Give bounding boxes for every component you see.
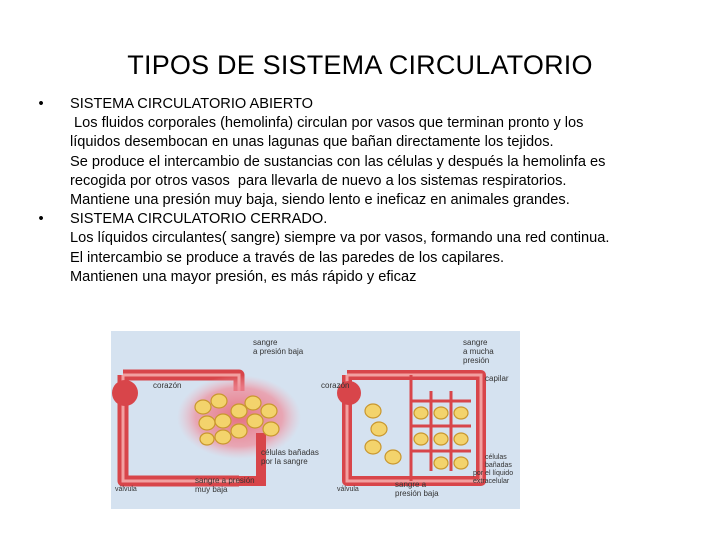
bullet-text-line: El intercambio se produce a través de las paredes de los capilares.	[70, 249, 504, 266]
bullet-text-line: Se produce el intercambio de sustancias con las células y después la hemolinfa es	[70, 153, 606, 170]
bullet-text-line: recogida por otros vasos para llevarla de nuevo a los sistemas respiratorios.	[70, 172, 567, 189]
open-heart-shape	[112, 380, 138, 406]
closed-label-capilar: capilar	[485, 374, 509, 383]
bullet-text-line: líquidos desembocan en unas lagunas que bañan directamente los tejidos.	[70, 134, 554, 151]
closed-label-bottom-1: sangre a	[395, 480, 427, 489]
open-system-diagram	[112, 338, 319, 494]
bullet-text-line: Mantienen una mayor presión, es más rápido y eficaz	[70, 268, 417, 285]
bullet-item-closed-system	[36, 210, 686, 287]
illustration-svg	[111, 331, 520, 509]
closed-label-valvula: válvula	[337, 486, 359, 493]
closed-system-diagram	[321, 338, 513, 498]
circulatory-systems-illustration	[111, 331, 520, 509]
bullet-item-open-system	[36, 95, 686, 210]
open-label-presion-baja: a presión baja	[253, 347, 304, 356]
open-label-celulas-2: por la sangre	[261, 457, 308, 466]
closed-label-celulas-3: por el líquido	[473, 470, 514, 477]
closed-label-presion: presión	[463, 356, 490, 365]
closed-label-sangre: sangre	[463, 338, 488, 347]
open-label-bottom-2: muy baja	[195, 485, 228, 494]
closed-label-a-mucha: a mucha	[463, 347, 494, 356]
slide-title: TIPOS DE SISTEMA CIRCULATORIO	[127, 50, 593, 80]
bullet-text-line: Mantiene una presión muy baja, siendo lento e ineficaz en animales grandes.	[70, 192, 570, 209]
bullet-heading: SISTEMA CIRCULATORIO CERRADO.	[70, 211, 328, 228]
bullet-list	[36, 95, 686, 287]
closed-label-celulas-2: bañadas	[485, 462, 512, 469]
open-label-valvula: válvula	[115, 486, 137, 493]
closed-label-corazon: corazón	[321, 381, 350, 390]
closed-label-celulas-4: extracelular	[473, 478, 510, 485]
bullet-text-line: Los líquidos circulantes( sangre) siempre va por vasos, formando una red continua.	[70, 230, 610, 247]
open-label-bottom-1: sangre a presión	[195, 476, 255, 485]
open-label-celulas-1: células bañadas	[261, 448, 319, 457]
open-label-sangre: sangre	[253, 338, 278, 347]
bullet-marker: •	[38, 211, 44, 228]
open-label-corazon: corazón	[153, 381, 182, 390]
closed-label-celulas-1: células	[485, 454, 507, 461]
bullet-marker: •	[38, 96, 44, 112]
closed-cells-group	[365, 404, 468, 469]
bullet-heading: SISTEMA CIRCULATORIO ABIERTO	[70, 96, 314, 112]
closed-label-bottom-2: presión baja	[395, 489, 439, 498]
bullet-text-line: Los fluidos corporales (hemolinfa) circulan por vasos que terminan pronto y los	[70, 115, 584, 132]
